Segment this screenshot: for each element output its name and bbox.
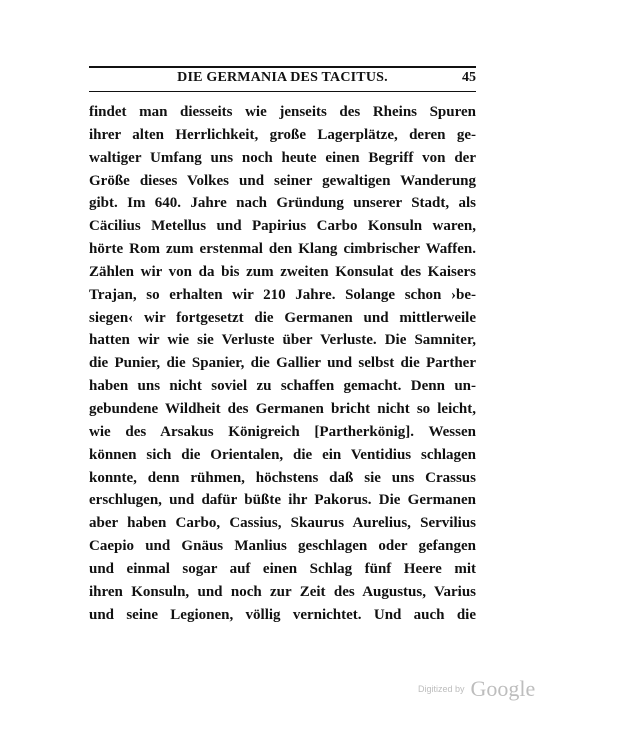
text-line: ihrer alten Herrlichkeit, große Lagerplätze, deren ge- [89,126,476,143]
text-line: wie des Arsakus Königreich [Partherkönig]. Wessen [89,423,476,440]
text-line: ihren Konsuln, und noch zur Zeit des Augustus, Varius [89,583,476,600]
text-line: und seine Legionen, völlig vernichtet. Und auch die [89,606,476,623]
text-line: siegen‹ wir fortgesetzt die Germanen und mittlerweile [89,309,476,326]
body-text [89,101,476,626]
watermark-prefix: Digitized by [418,684,465,694]
text-line: erschlugen, und dafür büßte ihr Pakorus. Die Germanen [89,492,476,509]
text-line: gibt. Im 640. Jahre nach Gründung unserer Stadt, als [89,195,476,212]
text-line: und einmal sogar auf einen Schlag fünf Heere mit [89,560,476,577]
text-line: Zählen wir von da bis zum zweiten Konsulat des Kaisers [89,263,476,280]
text-line: hörte Rom zum erstenmal den Klang cimbrischer Waffen. [89,241,476,258]
page-number: 45 [462,70,476,85]
text-line: waltiger Umfang uns noch heute einen Begriff von der [89,149,476,166]
digitized-watermark [418,676,535,702]
running-title: DIE GERMANIA DES TACITUS. [177,70,388,85]
text-line: konnte, denn rühmen, höchstens daß sie uns Crassus [89,469,476,486]
google-logo: Google [470,676,536,701]
text-line: Caepio und Gnäus Manlius geschlagen oder gefangen [89,538,476,555]
header-rule [89,91,476,92]
text-line: haben uns nicht soviel zu schaffen gemacht. Denn un- [89,378,476,395]
text-line: die Punier, die Spanier, die Gallier und selbst die Parther [89,355,476,372]
text-line: Trajan, so erhalten wir 210 Jahre. Solange schon ›be- [89,286,476,303]
text-line: Größe dieses Volkes und seiner gewaltigen Wanderung [89,172,476,189]
text-line: aber haben Carbo, Cassius, Skaurus Aurelius, Servilius [89,515,476,532]
text-line: Cäcilius Metellus und Papirius Carbo Konsuln waren, [89,218,476,235]
text-line: können sich die Orientalen, die ein Ventidius schlagen [89,446,476,463]
running-head [89,68,476,90]
text-line: findet man diesseits wie jenseits des Rheins Spuren [89,104,476,120]
text-line: hatten wir wie sie Verluste über Verluste. Die Samniter, [89,332,476,349]
text-line: gebundene Wildheit des Germanen bricht nicht so leicht, [89,400,476,417]
